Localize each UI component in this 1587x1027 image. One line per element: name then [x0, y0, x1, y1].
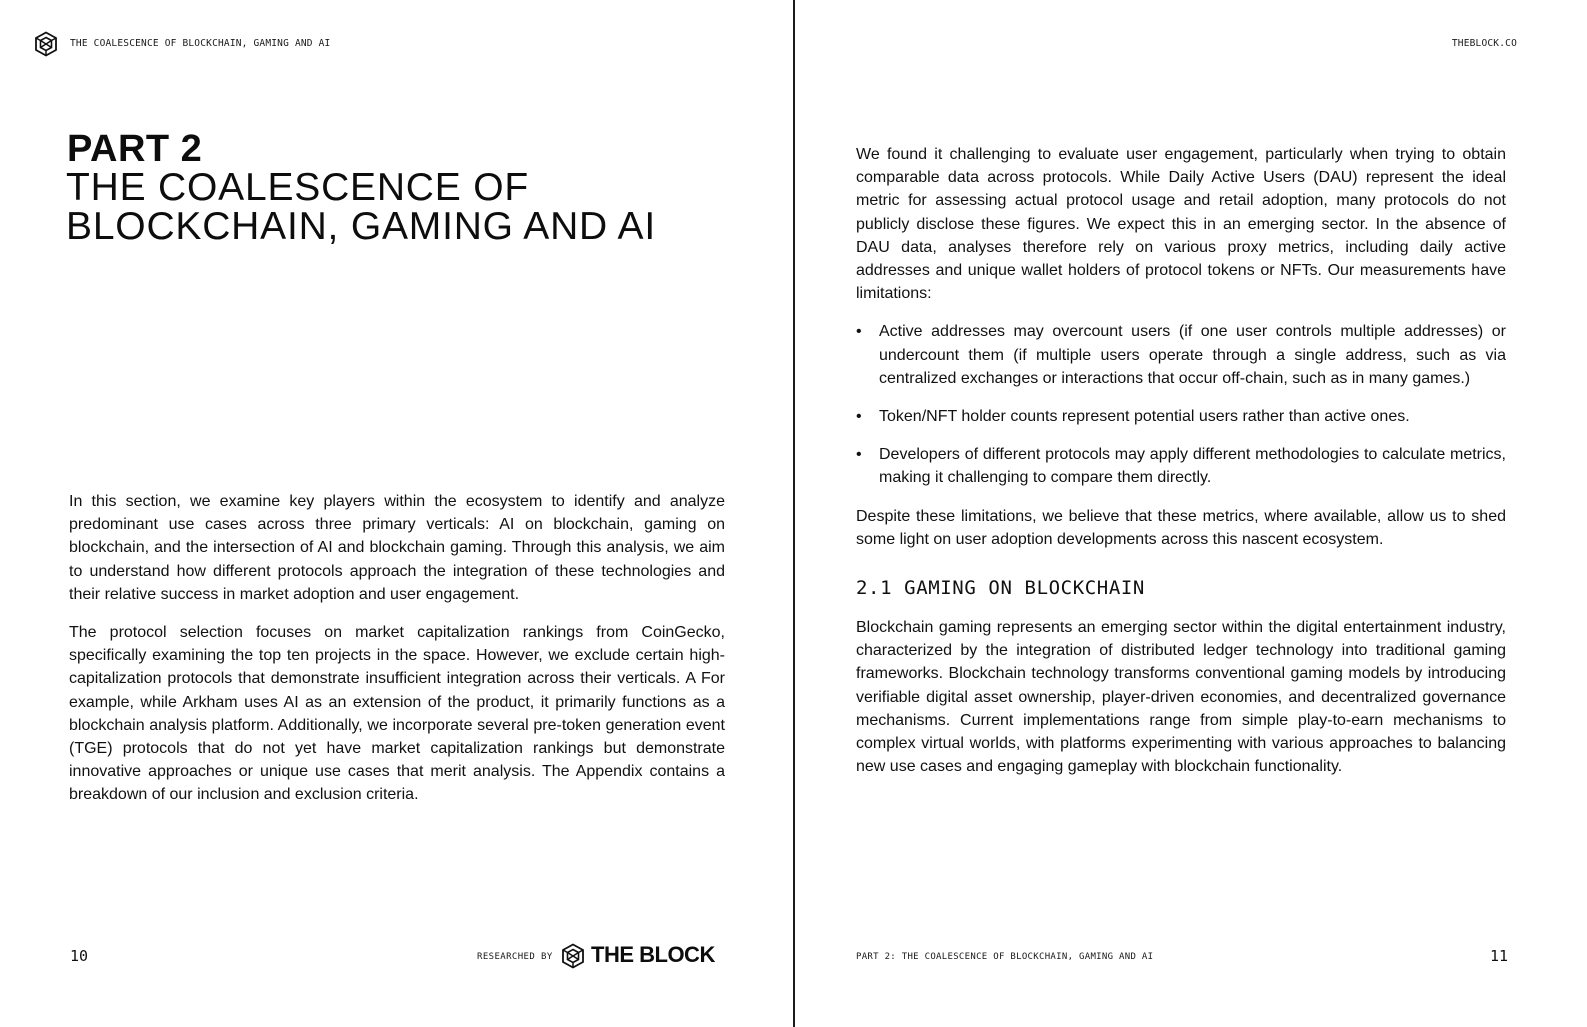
- selection-paragraph: The protocol selection focuses on market capitalization rankings from CoinGecko, specifically examining the top ten projects in the space. However, we exclude certain high-capitalization protocols that demonstrate insufficient integration across their verticals. A For example, while Arkham uses AI as an extension of the product, it primarily functions as a blockchain analysis platform. Additionally, we incorporate several pre-token generation event (TGE) protocols that do not yet have market capitalization rankings but demonstrate innovative approaches or unique use cases that merit analysis. The Appendix contains a breakdown of our inclusion and exclusion criteria.: [69, 624, 725, 804]
- left-body: [69, 490, 725, 807]
- section-heading: 2.1 GAMING ON BLOCKCHAIN: [856, 577, 1145, 600]
- list-item: [856, 405, 1506, 428]
- right-body: [856, 143, 1506, 778]
- page-number-right: 11: [1489, 947, 1508, 965]
- limitations-list: [856, 320, 1506, 489]
- bullet-text: Developers of different protocols may apply different methodologies to calculate metrics, making it challenging to compare them directly.: [879, 446, 1506, 487]
- closing-paragraph: Despite these limitations, we believe that these metrics, where available, allow us to shed some light on user adoption developments across this nascent ecosystem.: [856, 507, 1506, 548]
- the-block-logo-icon: [561, 943, 585, 969]
- researched-by-label: RESEARCHED BY: [477, 952, 553, 962]
- brand-name: THE BLOCK: [591, 942, 715, 967]
- engagement-paragraph: We found it challenging to evaluate user engagement, particularly when trying to obtain comparable data across protocols. While Daily Active Users (DAU) represent the ideal metric for assessing actual protocol usage and retail adoption, many protocols do not publicly disclose these figures. We expect this in an emerging sector. In the absence of DAU data, analyses therefore rely on various proxy metrics, including daily active addresses and unique wallet holders of protocol tokens or NFTs. Our measurements have limitations:: [856, 146, 1506, 303]
- list-item: [856, 443, 1506, 489]
- bullet-text: Active addresses may overcount users (if one user controls multiple addresses) or undercount them (if multiple users operate through a single address, such as via centralized exchanges or interactions that occur off-chain, such as in many games.): [879, 323, 1506, 387]
- page-number-left: 10: [70, 947, 89, 965]
- running-head-right: THEBLOCK.CO: [1451, 38, 1517, 49]
- footer-running-text: PART 2: THE COALESCENCE OF BLOCKCHAIN, GAMING AND AI: [856, 952, 1154, 962]
- bullet-text: Token/NFT holder counts represent potential users rather than active ones.: [879, 408, 1410, 426]
- gaming-paragraph: Blockchain gaming represents an emerging sector within the digital entertainment industry, characterized by the integration of distributed ledger technology into traditional gaming frameworks. Blockchain technology transforms conventional gaming models by introducing verifiable digital asset ownership, player-driven economies, and decentralized governance mechanisms. Current implementations range from simple play-to-earn mechanisms to complex virtual worlds, with platforms experimenting with various approaches to balancing new use cases and engaging gameplay with blockchain functionality.: [856, 619, 1506, 776]
- left-page: [0, 0, 793, 1027]
- list-item: [856, 320, 1506, 390]
- part-title: THE COALESCENCE OF BLOCKCHAIN, GAMING AND AI: [66, 166, 656, 248]
- part-label: PART 2: [67, 128, 203, 170]
- bullet-marker: •: [856, 446, 862, 464]
- right-page: [795, 0, 1587, 1027]
- intro-paragraph: In this section, we examine key players within the ecosystem to identify and analyze predominant use cases across three primary verticals: AI on blockchain, gaming on blockchain, and the intersection of AI and blockchain gaming. Through this analysis, we aim to understand how different protocols approach the integration of these technologies and their relative success in market adoption and user engagement.: [69, 493, 725, 603]
- bullet-marker: •: [856, 323, 862, 341]
- bullet-marker: •: [856, 408, 862, 426]
- running-head-left: THE COALESCENCE OF BLOCKCHAIN, GAMING AND AI: [70, 38, 331, 49]
- the-block-cube-icon: [34, 31, 58, 57]
